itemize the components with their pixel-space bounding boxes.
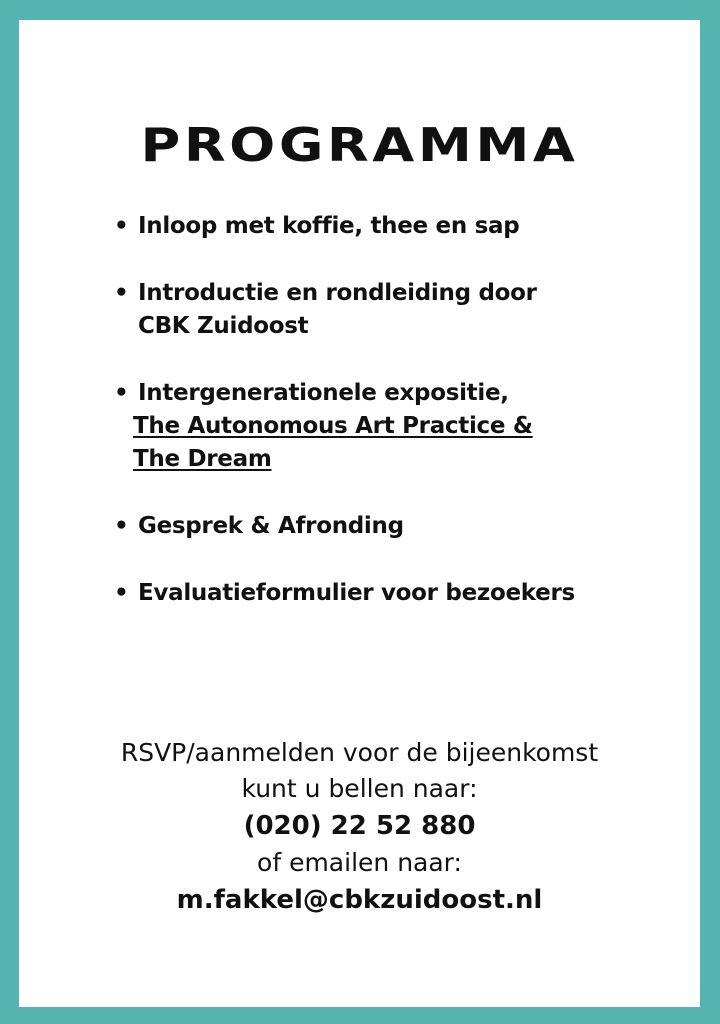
program-item-label-continued: CBK Zuidoost: [138, 313, 309, 339]
program-card: [19, 20, 700, 1007]
bullet-icon: •: [114, 380, 129, 406]
program-item-label: Inloop met koffie, thee en sap: [138, 213, 520, 239]
rsvp-text: RSVP/aanmelden voor de bijeenkomst: [120, 738, 599, 767]
program-item-introductie: [114, 277, 674, 343]
contact-section: [19, 735, 700, 919]
exhibition-title-link-continued[interactable]: The Dream: [133, 446, 272, 472]
program-item-evaluatie: [114, 577, 674, 610]
program-item-inloop: [114, 210, 674, 243]
bullet-icon: •: [114, 280, 129, 306]
call-text: kunt u bellen naar:: [241, 774, 478, 803]
bullet-icon: •: [114, 580, 129, 606]
email-address[interactable]: m.fakkel@cbkzuidoost.nl: [176, 885, 543, 915]
bullet-icon: •: [114, 213, 129, 239]
program-list: [114, 210, 674, 610]
program-item-gesprek: [114, 510, 674, 543]
program-item-label: Evaluatieformulier voor bezoekers: [138, 580, 575, 606]
program-item-label: Gesprek & Afronding: [138, 513, 404, 539]
program-item-label: Intergenerationele expositie,: [138, 380, 509, 406]
program-item-label: Introductie en rondleiding door: [138, 280, 537, 306]
email-text: of emailen naar:: [257, 848, 462, 877]
phone-number[interactable]: (020) 22 52 880: [243, 811, 476, 841]
exhibition-title-link[interactable]: The Autonomous Art Practice &: [133, 413, 533, 439]
program-item-expositie: [114, 377, 674, 476]
page-title: PROGRAMMA: [140, 118, 579, 172]
bullet-icon: •: [114, 513, 129, 539]
